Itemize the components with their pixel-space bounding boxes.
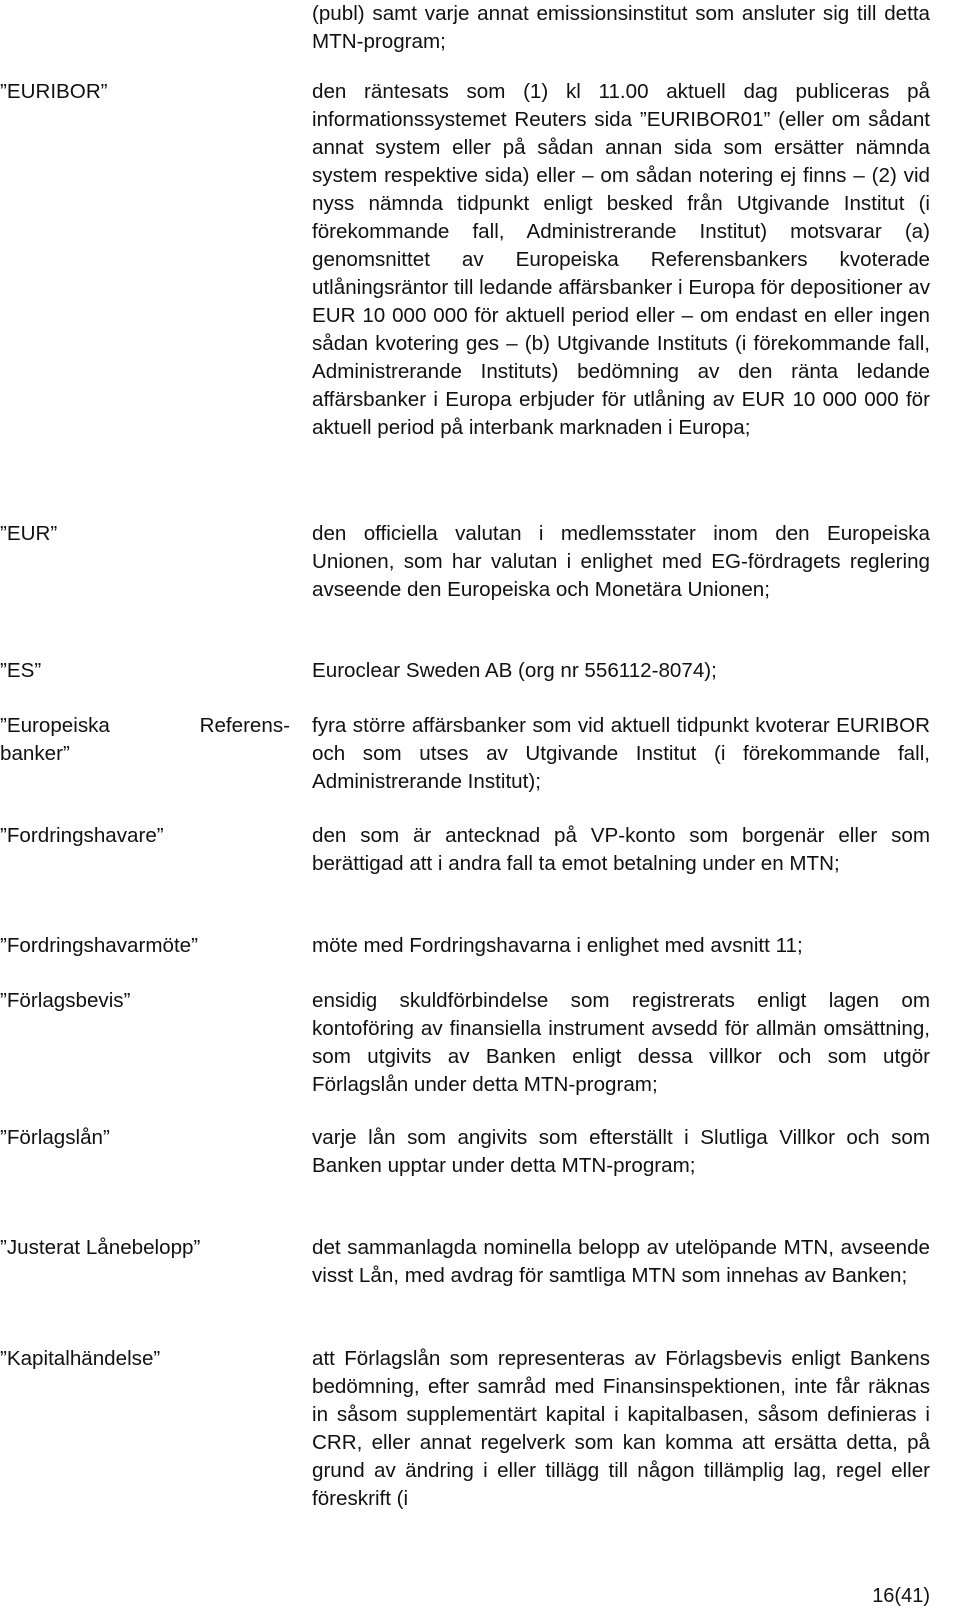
term-part-1: ”Europeiska [0,714,110,737]
term-part-3: banker” [0,742,70,765]
term-forlagsbevis: ”Förlagsbevis” [0,989,131,1012]
definition-fordringshavare: den som är antecknad på VP-konto som borgenär eller som berättigad att i andra fall ta emot betalning under en MTN; [312,824,930,875]
term-euribor: ”EURIBOR” [0,80,108,103]
term-justerat-lanebelopp: ”Justerat Lånebelopp” [0,1236,201,1259]
definition-es: Euroclear Sweden AB (org nr 556112-8074); [312,659,717,682]
term-forlagslan: ”Förlagslån” [0,1126,110,1149]
term-part-2: Referens- [199,714,290,737]
definition-europeiska-referensbanker: fyra större affärsbanker som vid aktuell tidpunkt kvoterar EURIBOR och som utses av Utgivande Institut (i förekommande fall, Administrerande Institut); [312,714,930,793]
term-fordringshavarmote: ”Fordringshavarmöte” [0,934,198,957]
page-number: 16(41) [872,1585,930,1607]
term-fordringshavare: ”Fordringshavare” [0,824,164,847]
definition-justerat-lanebelopp: det sammanlagda nominella belopp av utelöpande MTN, avseende visst Lån, med avdrag för samtliga MTN som innehas av Banken; [312,1236,930,1287]
definition-euribor: den räntesats som (1) kl 11.00 aktuell dag publiceras på informationssystemet Reuters sida ”EURIBOR01” (eller om sådant annat system eller på sådan annan sida som ersätter nämnda system respektive sida) eller – om sådan notering ej finns – (2) vid nyss nämnda tidpunkt enligt besked från Utgivande Institut (i förekommande fall, Administrerande Institut) motsvarar (a) genomsnittet av Europeiska Referensbankers kvoterade utlåningsräntor till ledande affärsbanker i Europa för depositioner av EUR 10 000 000 för aktuell period eller – om endast en eller ingen sådan kvotering ges – (b) Utgivande Instituts (i förekommande fall, Administrerande Instituts) bedömning av den ränta ledande affärsbanker i Europa erbjuder för utlåning av EUR 10 000 000 för aktuell period på interbank marknaden i Europa; [312,80,930,439]
definition-kapitalhandelse: att Förlagslån som representeras av Förlagsbevis enligt Bankens bedömning, efter samråd med Finansinspektionen, inte får räknas in såsom supplementärt kapital i kapitalbasen, såsom definieras i CRR, eller annat regelverk som kan komma att ersätta detta, på grund av ändring i eller tillägg till någon tillämplig lag, regel eller föreskrift (i [312,1347,930,1510]
definition-fordringshavarmote: möte med Fordringshavarna i enlighet med avsnitt 11; [312,934,803,957]
term-europeiska-referensbanker [0,712,290,768]
definition-forlagsbevis: ensidig skuldförbindelse som registrerats enligt lagen om kontoföring av finansiella instrument avsedd för allmän omsättning, som utgivits av Banken enligt dessa villkor och som utgör Förlagslån under detta MTN-program; [312,989,930,1096]
intro-text: (publ) samt varje annat emissionsinstitut som ansluter sig till detta MTN-program; [312,2,930,53]
term-eur: ”EUR” [0,522,58,545]
definition-forlagslan: varje lån som angivits som efterställt i Slutliga Villkor och som Banken upptar under detta MTN-program; [312,1126,930,1177]
term-kapitalhandelse: ”Kapitalhändelse” [0,1347,161,1370]
definition-eur: den officiella valutan i medlemsstater inom den Europeiska Unionen, som har valutan i enlighet med EG-fördragets reglering avseende den Europeiska och Monetära Unionen; [312,522,930,601]
term-es: ”ES” [0,659,42,682]
